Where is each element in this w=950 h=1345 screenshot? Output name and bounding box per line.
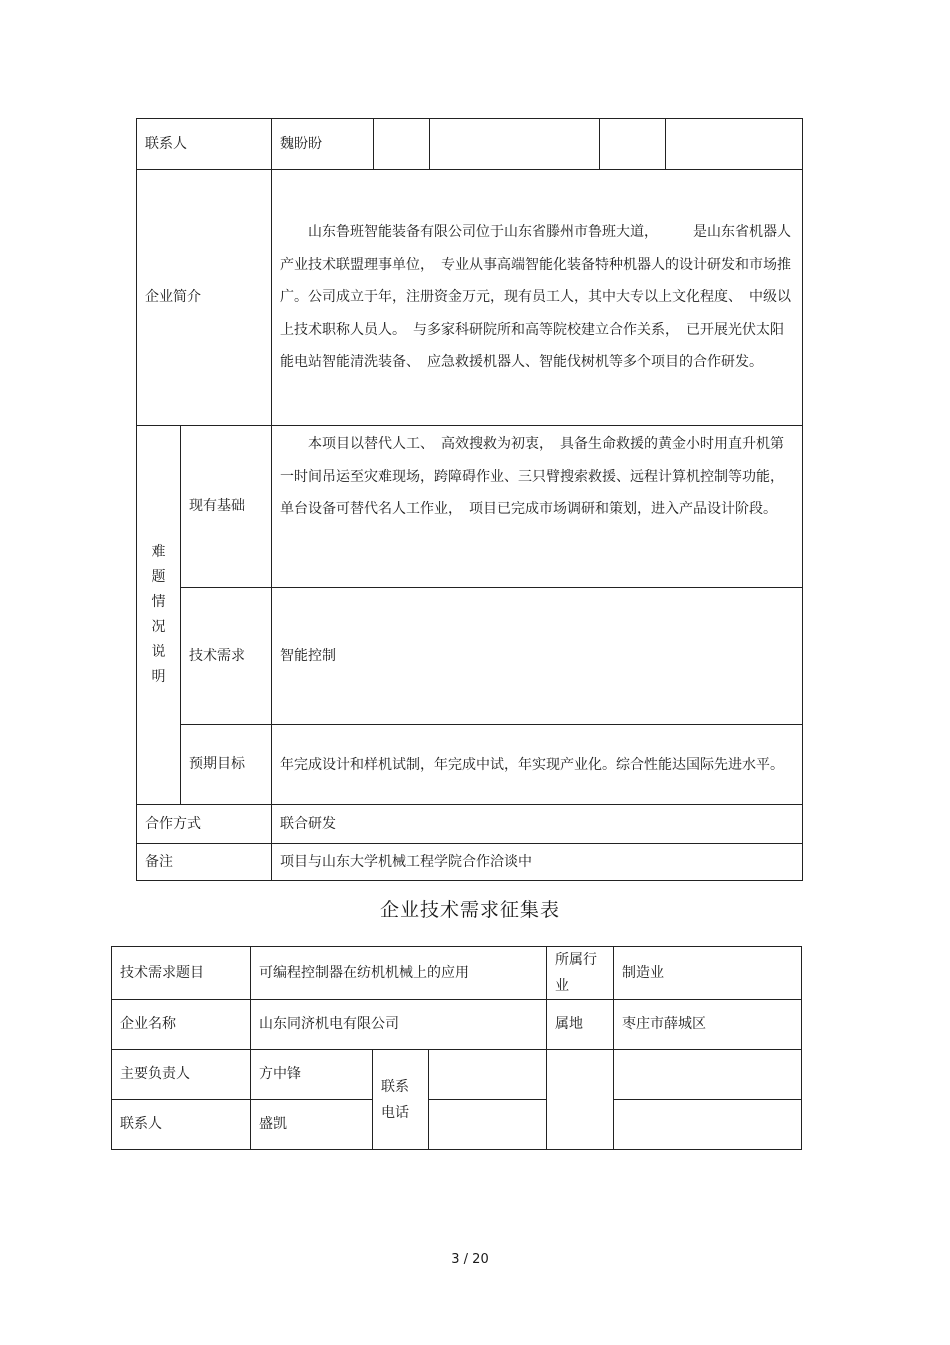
basis-text: 本项目以替代人工、 高效搜救为初衷， 具备生命救援的黄金小时用直升机第一时间吊运至灾难现场，跨障碍作业、三只臂搜索救援、远程计算机控制等功能， 单台设备可替代名人工作业， 项目已完成市场调研和策划，进入产品设计阶段。 xyxy=(272,426,803,588)
empty-cell xyxy=(429,1050,547,1100)
tech-need-form-table xyxy=(111,946,802,1150)
empty-cell xyxy=(374,119,430,170)
industry-label: 所属行业 xyxy=(547,947,614,1000)
intro-label: 企业简介 xyxy=(137,170,272,426)
remark-label: 备注 xyxy=(137,844,272,881)
empty-cell xyxy=(600,119,666,170)
company-text: 山东同济机电有限公司 xyxy=(251,1000,547,1050)
empty-cell xyxy=(430,119,600,170)
company-label: 企业名称 xyxy=(112,1000,251,1050)
difficulty-label xyxy=(137,426,181,805)
empty-cell xyxy=(547,1050,614,1150)
difficulty-char: 明 xyxy=(151,669,166,685)
leader-label: 主要负责人 xyxy=(112,1050,251,1100)
difficulty-char: 况 xyxy=(151,619,166,635)
difficulty-char: 题 xyxy=(151,569,166,585)
goal-text: 年完成设计和样机试制，年完成中试，年实现产业化。综合性能达国际先进水平。 xyxy=(272,725,803,805)
project-info-table xyxy=(136,118,803,881)
leader-text: 方中锋 xyxy=(251,1050,373,1100)
form-title: 企业技术需求征集表 xyxy=(379,899,560,921)
contact-name: 魏盼盼 xyxy=(272,119,374,170)
contact-text: 盛凯 xyxy=(251,1100,373,1150)
difficulty-char: 说 xyxy=(151,644,166,660)
topic-label: 技术需求题目 xyxy=(112,947,251,1000)
empty-cell xyxy=(429,1100,547,1150)
topic-text: 可编程控制器在纺机机械上的应用 xyxy=(251,947,547,1000)
location-label: 属地 xyxy=(547,1000,614,1050)
coop-label: 合作方式 xyxy=(137,805,272,844)
coop-text: 联合研发 xyxy=(272,805,803,844)
difficulty-char: 情 xyxy=(151,594,166,610)
intro-text: 山东鲁班智能装备有限公司位于山东省滕州市鲁班大道， 是山东省机器人产业技术联盟理事单位， 专业从事高端智能化装备特种机器人的设计研发和市场推广。公司成立于年，注册资金万元，现有员工人，其中大专以上文化程度、 中级以上技术职称人员人。 与多家科研院所和高等院校建立合作关系， 已开展光伏太阳能电站智能清洗装备、 应急救援机器人、智能伐树机等多个项目的合作研发。 xyxy=(272,170,803,426)
empty-cell xyxy=(614,1050,802,1100)
phone-label: 联系电话 xyxy=(373,1050,429,1150)
empty-cell xyxy=(614,1100,802,1150)
goal-label: 预期目标 xyxy=(181,725,272,805)
contact-label: 联系人 xyxy=(137,119,272,170)
difficulty-char: 难 xyxy=(151,544,166,560)
location-text: 枣庄市薛城区 xyxy=(614,1000,802,1050)
tech-need-label: 技术需求 xyxy=(181,588,272,725)
remark-text: 项目与山东大学机械工程学院合作洽谈中 xyxy=(272,844,803,881)
tech-need-text: 智能控制 xyxy=(272,588,803,725)
page-number: 3 / 20 xyxy=(451,1252,489,1267)
empty-cell xyxy=(666,119,803,170)
industry-text: 制造业 xyxy=(614,947,802,1000)
basis-label: 现有基础 xyxy=(181,426,272,588)
contact-label: 联系人 xyxy=(112,1100,251,1150)
